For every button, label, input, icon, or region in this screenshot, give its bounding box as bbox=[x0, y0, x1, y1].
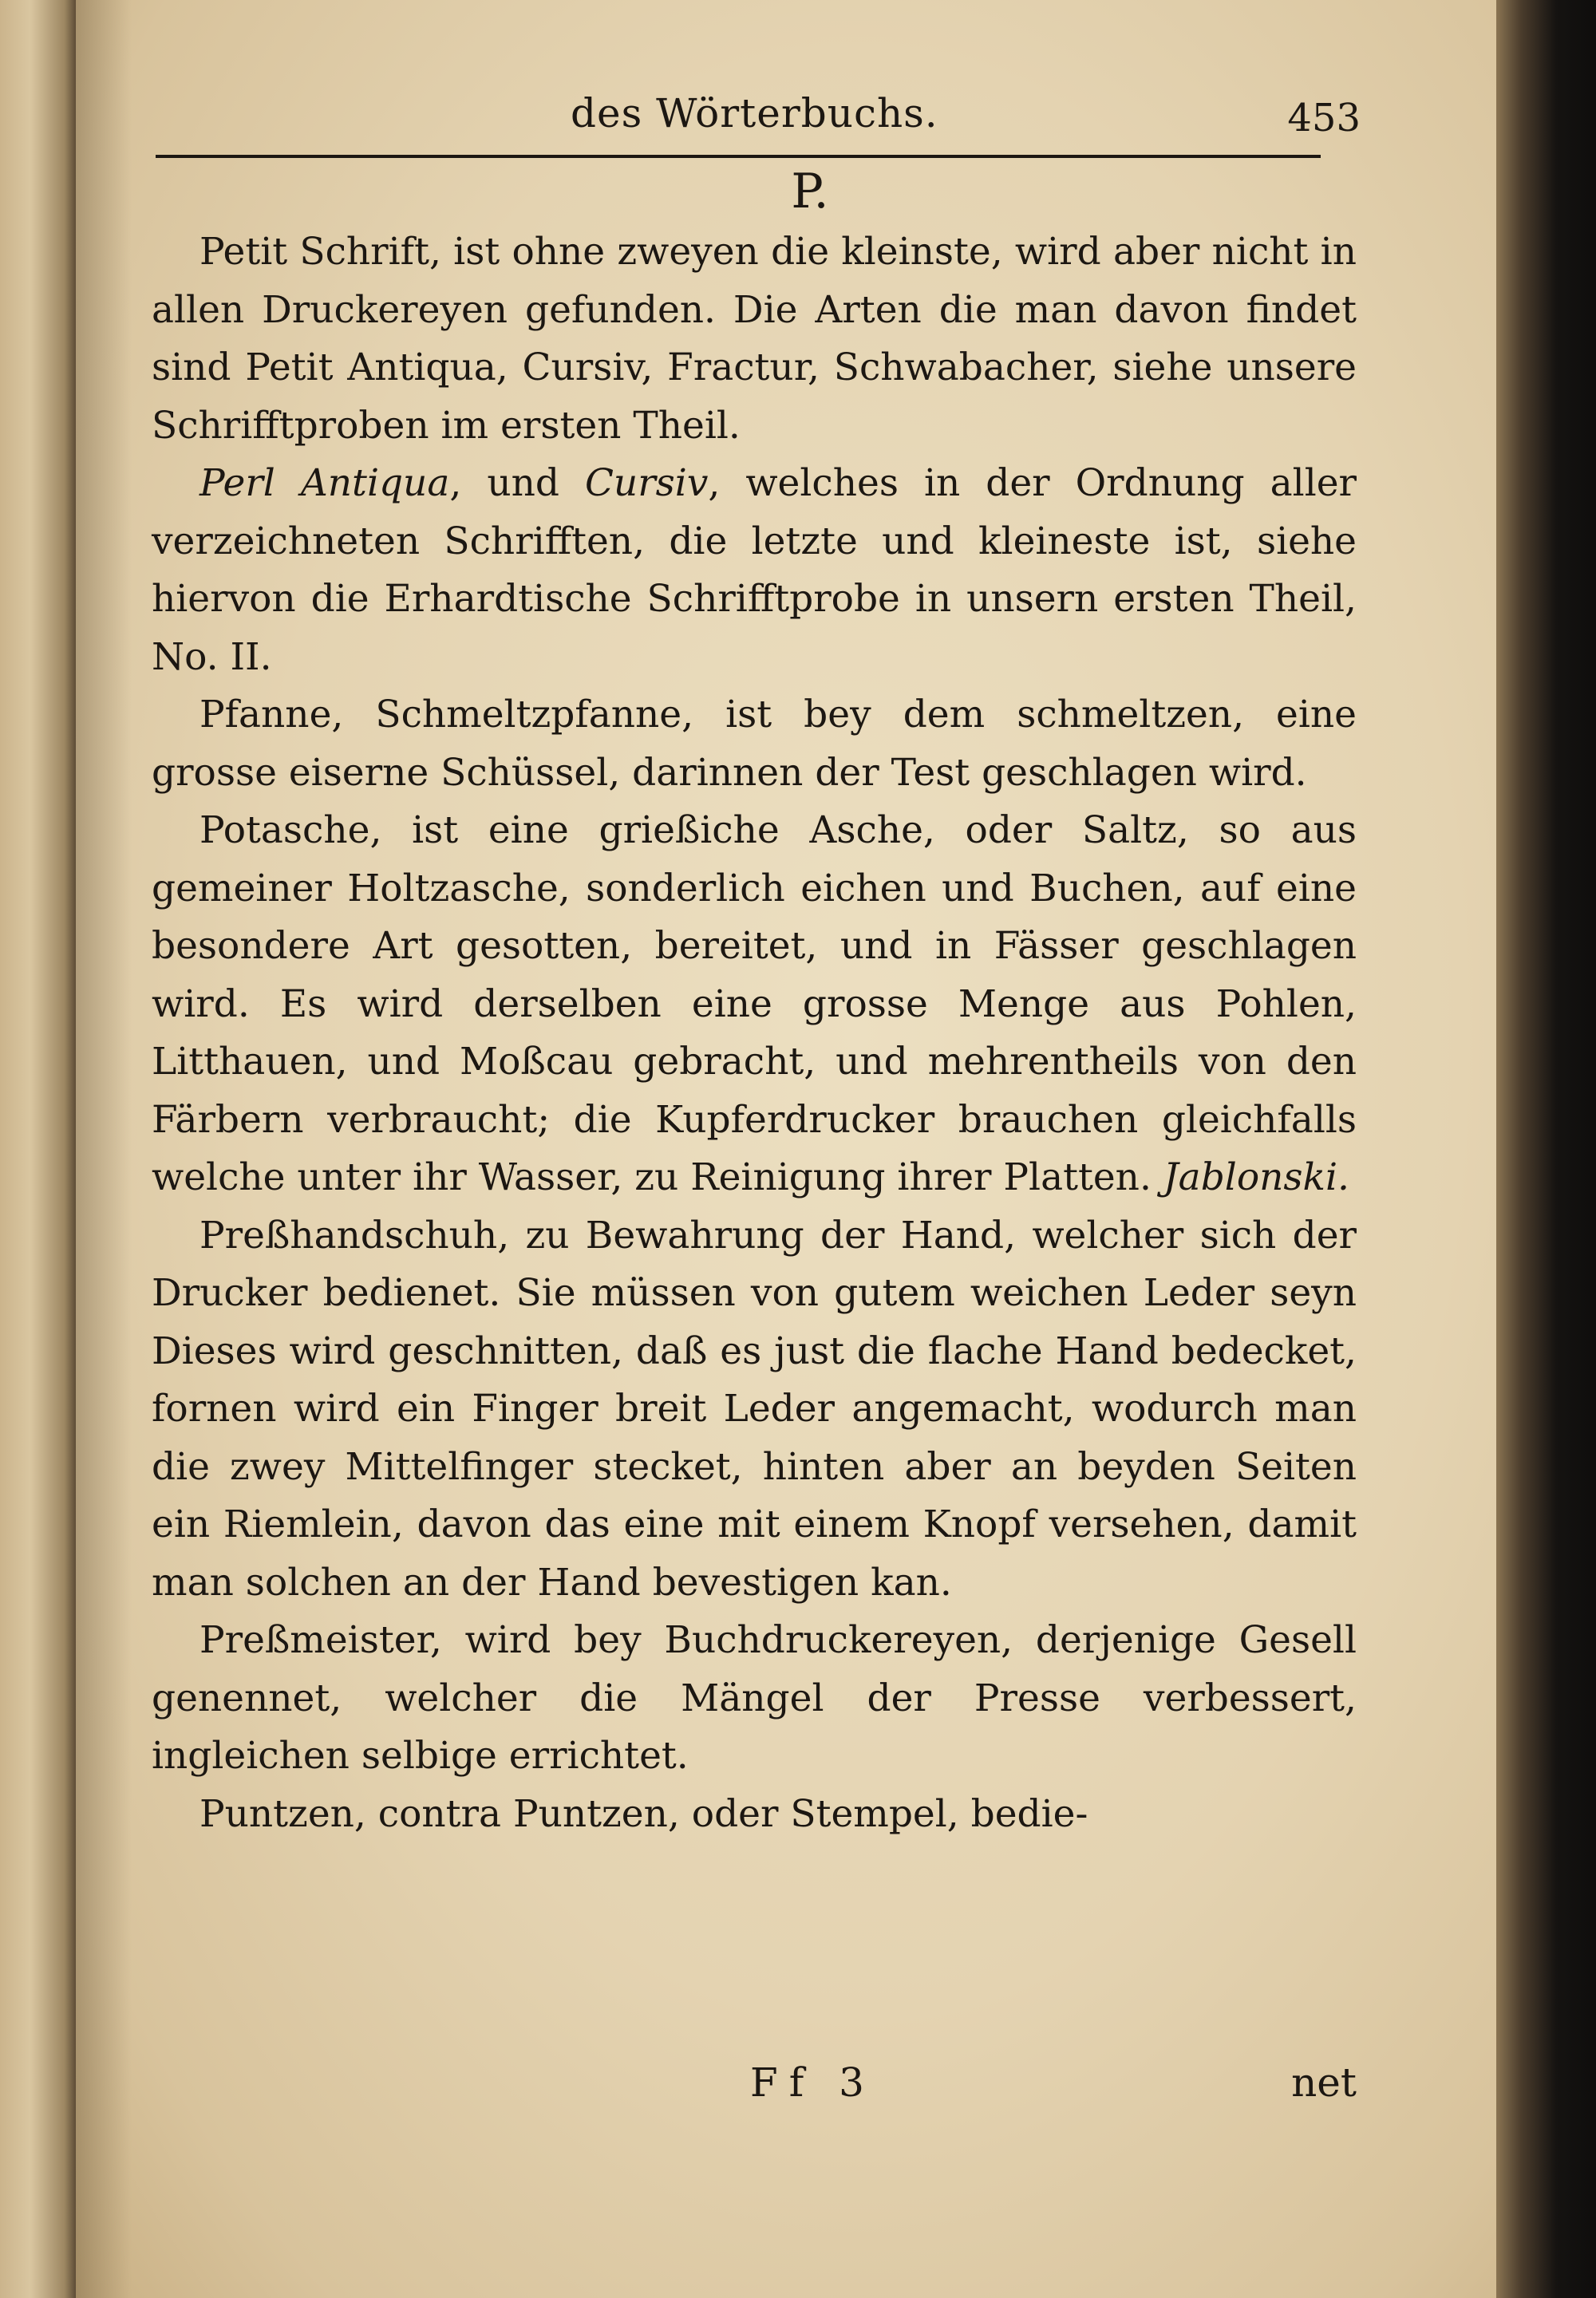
entry-headword: Petit Schrift bbox=[200, 230, 429, 274]
page-fore-edge bbox=[1496, 0, 1596, 2298]
entry-text: , und bbox=[449, 461, 585, 505]
entry-headword: Potasche bbox=[200, 808, 370, 852]
entry-text: , ist ohne zweyen die kleinste, wird aber nicht in allen Druckereyen gefunden. Die Arten die man davon findet sind Petit Antiqua, Cursiv, Fractur, Schwabacher, siehe unsere Schrifftproben im ersten Theil. bbox=[152, 230, 1357, 448]
dictionary-entry bbox=[152, 1612, 1357, 1786]
entry-headword: Puntzen, contra Puntzen bbox=[200, 1791, 668, 1836]
entry-text: , ist eine grießiche Asche, oder Saltz, so aus gemeiner Holtzasche, sonderlich eichen und Buchen, auf eine besondere Art gesotten, bereitet, und in Fässer geschlagen wird. Es wird derselben eine grosse Menge aus Pohlen, Litthauen, und Moßcau gebracht, und mehrentheils von den Färbern verbraucht; die Kupferdrucker brauchen gleichfalls welche unter ihr Wasser, zu Reinigung ihrer Platten. bbox=[152, 808, 1357, 1199]
running-title: des Wörterbuchs. bbox=[571, 90, 938, 136]
entry-text: , welches in der Ordnung aller verzeichneten Schrifften, die letzte und kleineste ist, siehe hiervon die Erhardtische Schrifftprobe in unsern ersten Theil, No. II. bbox=[152, 461, 1357, 679]
dictionary-entry bbox=[152, 1786, 1357, 1844]
entry-italic-term: Perl Antiqua bbox=[200, 461, 450, 505]
dictionary-entry bbox=[152, 223, 1357, 455]
dictionary-entries bbox=[152, 223, 1357, 1843]
entry-text: , ist bey dem schmeltzen, eine grosse eiserne Schüssel, darinnen der Test geschlagen wird. bbox=[152, 693, 1357, 795]
entry-headword: Preßmeister bbox=[200, 1618, 430, 1662]
dictionary-entry bbox=[152, 802, 1357, 1207]
dictionary-entry bbox=[152, 686, 1357, 802]
page-text bbox=[76, 0, 1496, 2298]
page-number: 453 bbox=[1287, 96, 1361, 140]
running-head bbox=[156, 80, 1361, 147]
catchword: net bbox=[1291, 2059, 1357, 2106]
dictionary-entry bbox=[152, 1207, 1357, 1613]
entry-text: , oder Stempel, bedie- bbox=[667, 1791, 1088, 1836]
entry-text: , zu Bewahrung der Hand, welcher sich der Drucker bedienet. Sie müssen von gutem weichen Leder seyn Dieses wird geschnitten, daß es just die flache Hand bedecket, fornen wird ein Finger breit Leder angemacht, wodurch man die zwey Mittelfinger stecket, hinten aber an beyden Seiten ein Riemlein, davon das eine mit einem Knopf versehen, damit man solchen an der Hand bevestigen kan. bbox=[152, 1213, 1357, 1605]
entry-headword: Pfanne, Schmeltzpfanne bbox=[200, 693, 682, 736]
entry-italic-term: Jablonski. bbox=[1163, 1155, 1349, 1199]
page-footer bbox=[152, 2051, 1357, 2114]
header-rule bbox=[156, 155, 1321, 158]
entry-headword: Preßhandschuh bbox=[200, 1213, 498, 1258]
entry-italic-term: Cursiv bbox=[584, 461, 709, 505]
dictionary-entry bbox=[152, 455, 1357, 686]
entry-text: , wird bey Buchdruckereyen, derjenige Gesell genennet, welcher die Mängel der Presse verbessert, ingleichen selbige errichtet. bbox=[152, 1618, 1357, 1778]
facing-page-edge bbox=[0, 0, 76, 2298]
signature-mark: Ff 3 bbox=[750, 2059, 875, 2106]
section-letter: P. bbox=[791, 164, 829, 219]
book-page bbox=[76, 0, 1496, 2298]
